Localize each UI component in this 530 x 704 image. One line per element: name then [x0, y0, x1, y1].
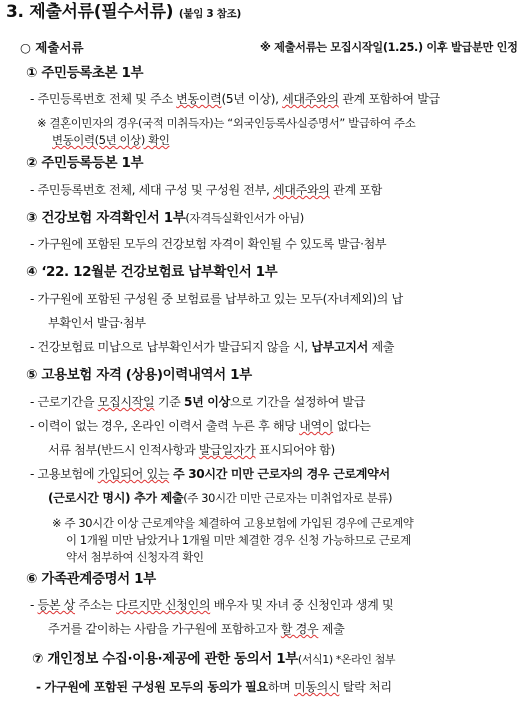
item2-line1: - 주민등록번호 전체, 세대 구성 및 구성원 전부, 세대주와의 관계 포함 [30, 183, 382, 197]
item6-line2: 주거를 같이하는 사람을 가구원에 포함하고자 할 경우 제출 [48, 622, 345, 636]
item6-line1: - 등본 상 주소는 다르지만 신청인의 배우자 및 자녀 중 신청인과 생계 및 [30, 598, 394, 612]
item1-note1: ※ 결혼이민자의 경우(국적 미취득자)는 “외국인등록사실증명서” 발급하여 주소 [37, 116, 416, 130]
item4-line1: - 가구원에 포함된 구성원 중 보험료를 납부하고 있는 모두(자녀제외)의 납 [30, 292, 403, 306]
item4-line2: 부확인서 발급·첨부 [48, 316, 146, 330]
item1-heading: ① 주민등록초본 1부 [26, 65, 144, 81]
item5-line2: - 이력이 없는 경우, 온라인 이력서 출력 누른 후 해당 내역이 없다는 [30, 419, 371, 433]
item5-note2: 이 1개월 미만 남았거나 1개월 미만 체결한 경우 신청 가능하므로 근로계 [66, 533, 411, 547]
item1-line1: - 주민등록번호 전체 및 주소 변동이력(5년 이상), 세대주와의 관계 포함하여 발급 [30, 92, 440, 106]
item4-heading: ④ ‘22. 12월분 건강보험료 납부확인서 1부 [26, 264, 278, 280]
section-title [6, 4, 241, 22]
item5-line1: - 근로기간을 모집시작일 기준 5년 이상으로 기간을 설정하여 발급 [30, 395, 366, 409]
section-title-main: 3. 제출서류(필수서류) [6, 2, 174, 22]
item2-heading: ② 주민등록등본 1부 [26, 155, 144, 171]
item7-heading: ⑦ 개인정보 수집·이용·제공에 관한 동의서 1부(서식1) *온라인 첨부 [32, 651, 396, 667]
subtitle: ○ 제출서류 [20, 40, 84, 55]
item7-line1: - 가구원에 포함된 구성원 모두의 동의가 필요하며 미동의시 탈락 처리 [36, 680, 392, 694]
item5-note1: ※ 주 30시간 이상 근로계약을 체결하여 고용보험에 가입된 경우에 근로계약 [52, 516, 414, 530]
item1-note2: 변동이력(5년 이상) 확인 [52, 133, 170, 147]
notice: ※ 제출서류는 모집시작일(1.25.) 이후 발급분만 인정 [260, 41, 518, 54]
section-title-note: (붙임 3 참조) [178, 8, 241, 20]
item3-heading: ③ 건강보험 자격확인서 1부(자격득실확인서가 아님) [26, 210, 304, 226]
item5-note3: 약서 첨부하여 신청자격 확인 [66, 550, 204, 564]
item5-line3: 서류 첨부(반드시 인적사항과 발급일자가 표시되어야 함) [48, 443, 335, 457]
item3-line1: - 가구원에 포함된 모두의 건강보험 자격이 확인될 수 있도록 발급·첨부 [30, 237, 387, 251]
item4-line3: - 건강보험료 미납으로 납부확인서가 발급되지 않을 시, 납부고지서 제출 [30, 340, 395, 354]
item6-heading: ⑥ 가족관계증명서 1부 [26, 571, 156, 587]
item5-line4: - 고용보험에 가입되어 있는 주 30시간 미만 근로자의 경우 근로계약서 [30, 467, 390, 481]
item5-heading: ⑤ 고용보험 자격 (상용)이력내역서 1부 [26, 367, 252, 383]
item5-line5: (근로시간 명시) 추가 제출(주 30시간 미만 근로자는 미취업자로 분류) [48, 491, 393, 505]
